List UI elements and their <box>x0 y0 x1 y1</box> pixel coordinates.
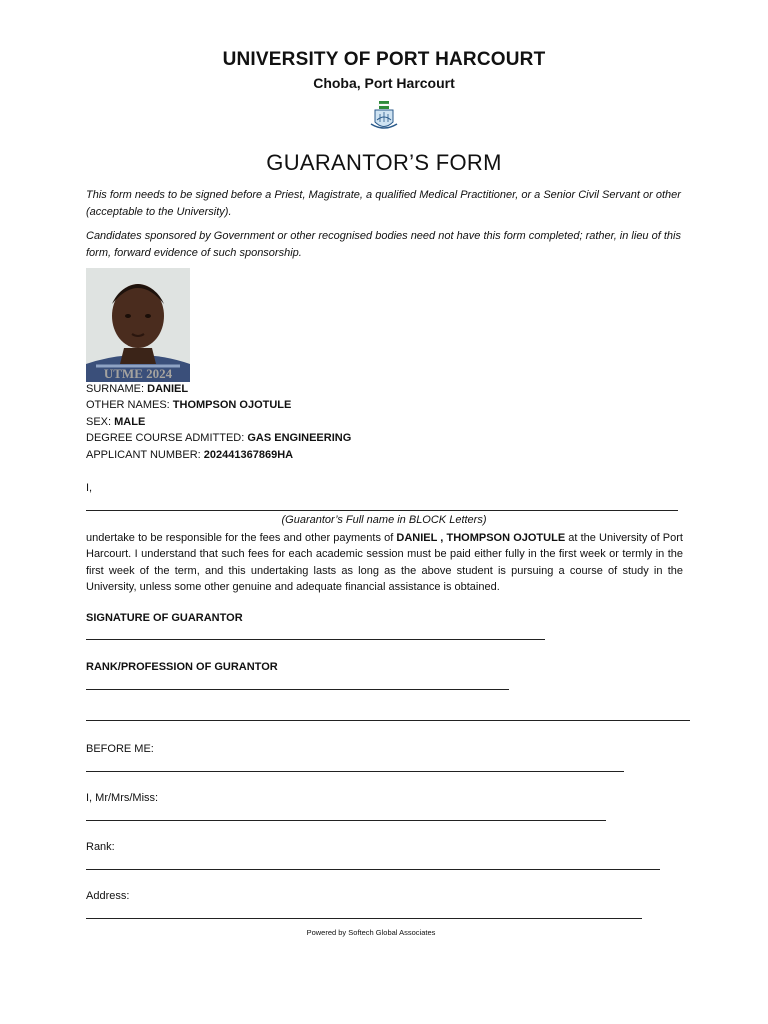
guarantor-i-label: I, <box>86 482 93 494</box>
surname-value: DANIEL <box>147 383 189 395</box>
witness-name-line[interactable] <box>86 820 606 821</box>
sex-value: MALE <box>114 415 146 428</box>
applicant-number-label: APPLICANT NUMBER: <box>86 448 201 461</box>
before-me-label: BEFORE ME: <box>86 743 154 755</box>
sex-row <box>86 414 351 430</box>
other-names-value: THOMPSON OJOTULE <box>172 399 292 412</box>
other-names-row <box>86 397 351 413</box>
rank-profession-line[interactable] <box>86 689 509 690</box>
before-me-line[interactable] <box>86 771 624 772</box>
university-name: UNIVERSITY OF PORT HARCOURT <box>222 49 546 70</box>
guarantor-name-caption: (Guarantor’s Full name in BLOCK Letters) <box>281 514 487 526</box>
applicant-number-value: 202441367869HA <box>203 448 294 461</box>
witness-rank-label: Rank: <box>86 841 115 853</box>
surname-label: SURNAME: <box>86 383 145 395</box>
powered-by-footer: Powered by Softech Global Associates <box>306 928 436 937</box>
sex-label: SEX: <box>86 415 112 428</box>
signature-line[interactable] <box>86 639 545 640</box>
course-value: GAS ENGINEERING <box>247 432 352 445</box>
student-name: DANIEL , THOMPSON OJOTULE <box>396 532 566 544</box>
applicant-photo <box>86 268 190 382</box>
university-location: Choba, Port Harcourt <box>313 75 455 91</box>
guarantor-name-line[interactable] <box>86 510 678 511</box>
applicant-details <box>86 381 351 463</box>
witness-name-label: I, Mr/Mrs/Miss: <box>86 792 159 804</box>
surname-row <box>86 381 351 397</box>
course-label: DEGREE COURSE ADMITTED: <box>86 432 245 445</box>
course-row <box>86 430 351 446</box>
witness-address-label: Address: <box>86 890 130 902</box>
instruction-paragraph-1: This form needs to be signed before a Priest, Magistrate, a qualified Medical Practitioner, or a Senior Civil Servant or other (acceptable to the University). <box>86 189 681 218</box>
rank-profession-label: RANK/PROFESSION OF GURANTOR <box>86 661 278 673</box>
other-names-label: OTHER NAMES: <box>86 399 170 412</box>
undertaking-paragraph: undertake to be responsible for the fees and other payments of DANIEL , THOMPSON OJOTULE at the University of Port Harcourt. I understand that such fees for each academic session must be paid either fully in the first week or termly in the first week of the term, and this undertaking lasts as long as the above student is pursuing a course of study in the University, unless some other genuine and adequate financial assistance is obtained. <box>86 532 683 593</box>
photo-stamp-text: UTME 2024 <box>103 366 173 381</box>
witness-address-line[interactable] <box>86 918 642 919</box>
form-title: GUARANTOR’S FORM <box>266 150 502 175</box>
university-crest-icon <box>367 100 401 134</box>
instruction-paragraph-2: Candidates sponsored by Government or other recognised bodies need not have this form completed; rather, in lieu of this form, forward evidence of such sponsorship. <box>86 230 681 259</box>
applicant-number-row <box>86 447 351 463</box>
document-header <box>0 48 768 93</box>
witness-rank-line[interactable] <box>86 869 660 870</box>
rank-profession-line-2[interactable] <box>86 720 690 721</box>
signature-label: SIGNATURE OF GUARANTOR <box>86 612 243 624</box>
